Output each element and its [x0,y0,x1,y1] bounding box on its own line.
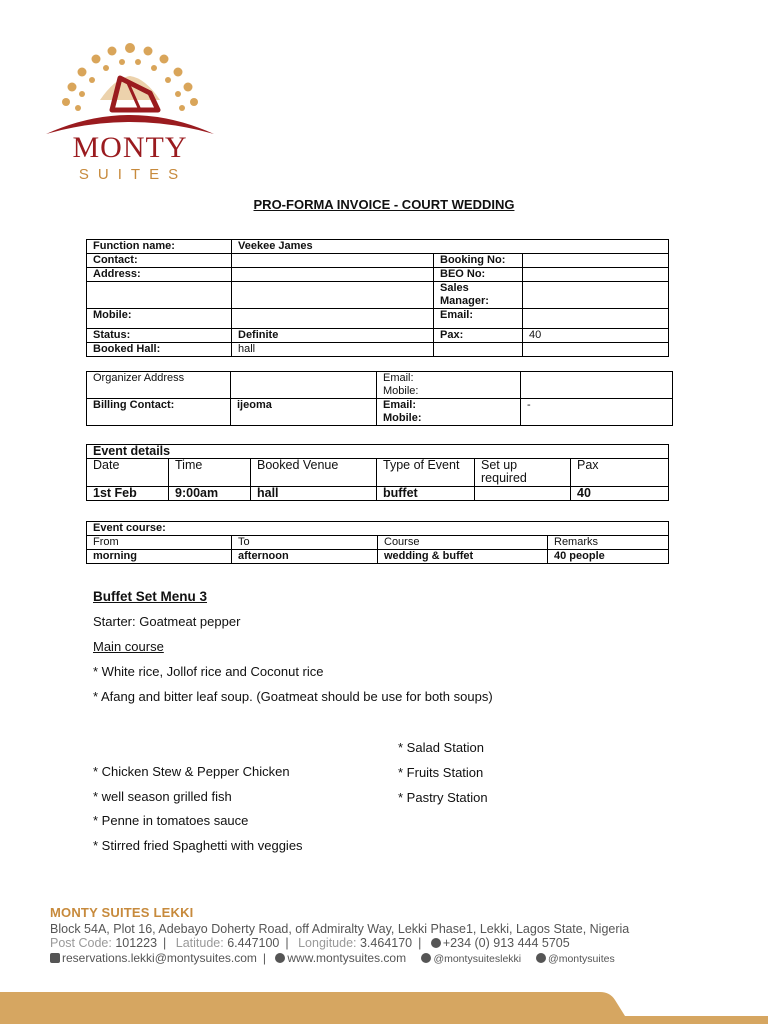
latitude-value: 6.447100 [227,936,280,950]
status-value: Definite [232,329,434,343]
beo-no-value [523,268,669,282]
menu-right-item: * Salad Station [398,740,485,755]
course-to: afternoon [232,550,378,564]
address-extra-value [232,282,434,309]
footer-social-main[interactable]: @montysuites [548,953,615,965]
pax-label: Pax: [434,329,523,343]
event-time: 9:00am [169,487,251,501]
footer-address: Block 54A, Plot 16, Adebayo Doherty Road, off Admiralty Way, Lekki Phase1, Lekki, Lagos State, Nigeria [50,922,630,936]
brand-name: MONTY [72,131,188,164]
event-pax: 40 [571,487,669,501]
menu-left-item: * Penne in tomatoes sauce [93,813,249,828]
footer-social-lekki[interactable]: @montysuiteslekki [433,953,522,965]
brand-subname: SUITES [78,166,188,183]
sales-manager-value [523,282,669,309]
menu-item-rice: * White rice, Jollof rice and Coconut rice [93,664,324,679]
function-details-table [86,239,669,357]
billing-email-label: Email: [383,399,417,411]
mobile-value [232,309,434,329]
footer-coordinates: Post Code: 101223 | Latitude: 6.447100 | Longitude: 3.464170 | +234 (0) 913 444 5705 [50,936,570,950]
organizer-contact-value [521,372,673,399]
organizer-email-label: Email: [383,372,414,384]
status-label: Status: [87,329,232,343]
col-course: Course [378,536,548,550]
booked-hall-value: hall [232,343,434,357]
organizer-table [86,371,673,426]
menu-right-item: * Fruits Station [398,765,484,780]
menu-item-soup: * Afang and bitter leaf soup. (Goatmeat should be use for both soups) [93,689,493,704]
menu-starter: Starter: Goatmeat pepper [93,614,241,629]
organizer-address-label: Organizer Address [87,372,231,399]
beo-no-label: BEO No: [434,268,523,282]
event-course-heading: Event course: [87,522,669,536]
col-to: To [232,536,378,550]
col-time: Time [169,459,251,487]
billing-mobile-label: Mobile: [383,412,422,424]
contact-label: Contact: [87,254,232,268]
footer-title: MONTY SUITES LEKKI [50,905,194,920]
col-remarks: Remarks [548,536,669,550]
function-name-label: Function name: [87,240,232,254]
billing-contact-value: ijeoma [231,399,377,426]
event-venue: hall [251,487,377,501]
contact-value [232,254,434,268]
course-remarks: 40 people [548,550,669,564]
billing-contact-label: Billing Contact: [87,399,231,426]
booked-hall-empty2 [523,343,669,357]
booked-hall-label: Booked Hall: [87,343,232,357]
col-date: Date [87,459,169,487]
organizer-mobile-label: Mobile: [383,385,419,397]
booked-hall-empty [434,343,523,357]
organizer-address-value [231,372,377,399]
course-name: wedding & buffet [378,550,548,564]
address-value [232,268,434,282]
col-type-of-event: Type of Event [377,459,475,487]
footer-contacts: reservations.lekki@montysuites.com | www.montysuites.com @montysuiteslekki @montysuites [50,951,615,965]
event-setup [475,487,571,501]
event-date: 1st Feb [87,487,169,501]
event-details-heading: Event details [87,445,669,459]
menu-left-item: * well season grilled fish [93,789,232,804]
post-code-value: 101223 [115,936,158,950]
organizer-contact-labels [377,372,521,399]
menu-heading: Buffet Set Menu 3 [93,589,208,604]
function-name-value: Veekee James [232,240,669,254]
post-code-label: Post Code: [50,936,112,950]
email-label: Email: [434,309,523,329]
billing-contact-labels [377,399,521,426]
col-setup-required: Set up required [475,459,571,487]
booking-no-label: Booking No: [434,254,523,268]
menu-right-item: * Pastry Station [398,790,488,805]
footer-email[interactable]: reservations.lekki@montysuites.com [62,951,257,965]
address-extra [87,282,232,309]
sunburst-emblem-icon [40,38,220,138]
course-from: morning [87,550,232,564]
monty-suites-logo [40,38,220,186]
email-value [523,309,669,329]
event-course-table [86,521,669,564]
latitude-label: Latitude: [175,936,224,950]
longitude-value: 3.464170 [359,936,413,950]
longitude-label: Longitude: [298,936,357,950]
address-label: Address: [87,268,232,282]
mobile-label: Mobile: [87,309,232,329]
facebook-instagram-icon [421,953,431,963]
booking-no-value [523,254,669,268]
globe-icon [275,953,285,963]
phone-icon [431,938,441,948]
col-pax: Pax [571,459,669,487]
twitter-linkedin-icon [536,953,546,963]
col-from: From [87,536,232,550]
menu-left-item: * Stirred fried Spaghetti with veggies [93,838,303,853]
menu-left-item: * Chicken Stew & Pepper Chicken [93,764,290,779]
col-booked-venue: Booked Venue [251,459,377,487]
pax-value: 40 [523,329,669,343]
document-title: PRO-FORMA INVOICE - COURT WEDDING [253,197,515,212]
footer-decor-bar [0,992,768,1024]
footer-website[interactable]: www.montysuites.com [287,951,407,965]
sales-manager-label: Sales Manager: [434,282,523,309]
event-details-table [86,444,669,501]
mail-icon [50,953,60,963]
phone-number: +234 (0) 913 444 5705 [442,936,570,950]
menu-main-course-label: Main course [93,639,164,654]
event-type: buffet [377,487,475,501]
billing-email-value: - [521,399,673,426]
